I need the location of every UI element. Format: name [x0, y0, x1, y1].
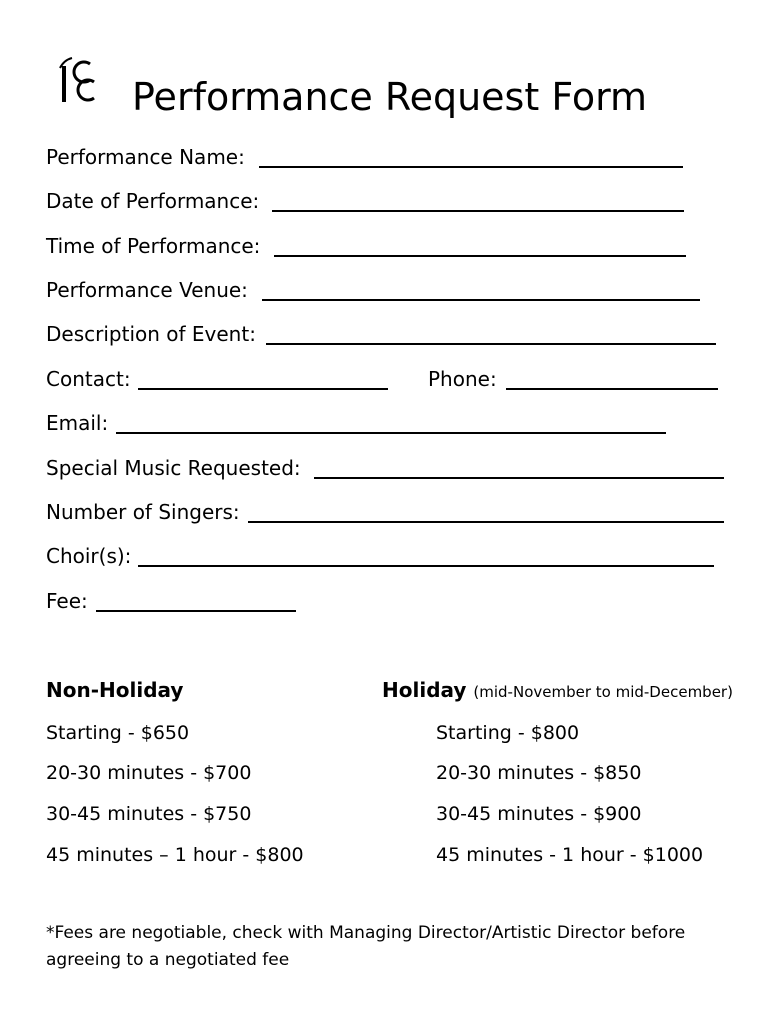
performance-name-line[interactable] — [259, 166, 683, 168]
number-of-singers-label: Number of Singers: — [46, 500, 240, 524]
holiday-rate: Starting - $800 — [436, 722, 580, 744]
holiday-heading-group — [382, 676, 733, 706]
performance-venue-label: Performance Venue: — [46, 278, 248, 302]
holiday-rate: 20-30 minutes - $850 — [436, 762, 642, 784]
choirs-line[interactable] — [138, 565, 714, 567]
non-holiday-heading: Non-Holiday — [46, 678, 184, 702]
special-music-line[interactable] — [314, 477, 724, 479]
holiday-heading: Holiday — [382, 678, 467, 702]
description-of-event-line[interactable] — [266, 343, 716, 345]
phone-line[interactable] — [506, 388, 718, 390]
special-music-label: Special Music Requested: — [46, 456, 301, 480]
non-holiday-rate: Starting - $650 — [46, 722, 190, 744]
fee-footnote: *Fees are negotiable, check with Managing Director/Artistic Director before agreeing to a negotiated fee — [46, 923, 686, 970]
email-label: Email: — [46, 411, 109, 435]
date-of-performance-line[interactable] — [272, 210, 684, 212]
contact-line[interactable] — [138, 388, 388, 390]
non-holiday-rate: 20-30 minutes - $700 — [46, 762, 252, 784]
page-title: Performance Request Form — [132, 75, 648, 119]
performance-name-label: Performance Name: — [46, 145, 245, 169]
performance-venue-line[interactable] — [262, 299, 700, 301]
choirs-label: Choir(s): — [46, 544, 132, 568]
non-holiday-rate: 45 minutes – 1 hour - $800 — [46, 844, 304, 866]
holiday-rate: 30-45 minutes - $900 — [436, 803, 642, 825]
time-of-performance-line[interactable] — [274, 255, 686, 257]
email-line[interactable] — [116, 432, 666, 434]
date-of-performance-label: Date of Performance: — [46, 189, 260, 213]
holiday-rate: 45 minutes - 1 hour - $1000 — [436, 844, 704, 866]
fee-label: Fee: — [46, 589, 88, 613]
description-of-event-label: Description of Event: — [46, 322, 256, 346]
fee-line[interactable] — [96, 610, 296, 612]
number-of-singers-line[interactable] — [248, 521, 724, 523]
time-of-performance-label: Time of Performance: — [46, 234, 261, 258]
icc-logo-icon — [54, 54, 104, 104]
non-holiday-rate: 30-45 minutes - $750 — [46, 803, 252, 825]
phone-label: Phone: — [428, 367, 497, 391]
holiday-note: (mid-November to mid-December) — [473, 683, 733, 701]
contact-label: Contact: — [46, 367, 131, 391]
